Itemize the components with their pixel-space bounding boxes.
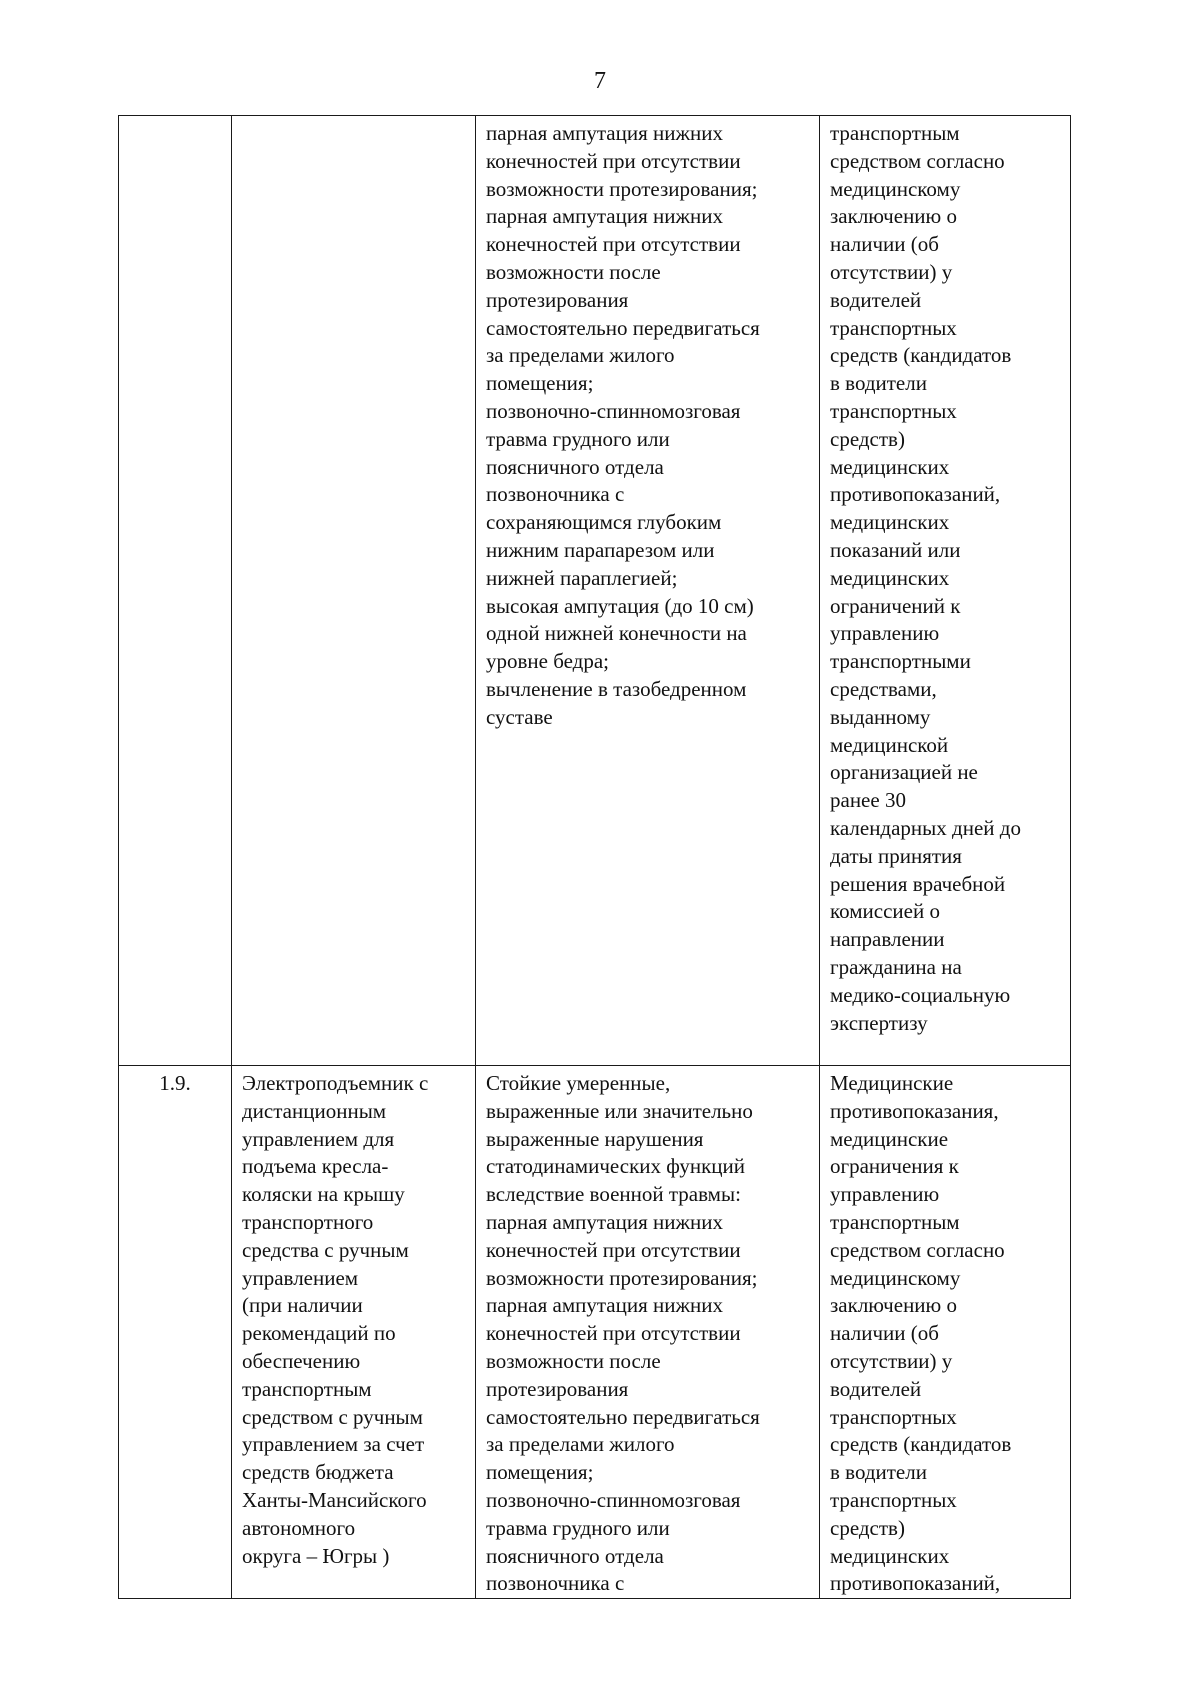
cell-text-line: противопоказаний, [830, 482, 1001, 507]
cell-text-line: противопоказания, [830, 1098, 999, 1123]
cell-text-line: транспортных [830, 1404, 957, 1429]
row-number-cell [119, 116, 232, 1066]
cell-text-line: медицинских [830, 565, 950, 590]
cell-text-line: транспортного [242, 1209, 374, 1234]
cell-text-line: выраженные нарушения [486, 1126, 704, 1151]
cell-text-line: парная ампутация нижних [486, 1293, 723, 1318]
cell-text-line: медицинских [830, 454, 950, 479]
cell-text-line: водителей [830, 287, 922, 312]
cell-text-line: поясничного отдела [486, 454, 664, 479]
cell-text-line: отсутствии) у [830, 259, 953, 284]
cell-text-line: управлением [242, 1265, 359, 1290]
cell-text-line: дистанционным [242, 1098, 387, 1123]
cell-text-line: транспортных [830, 315, 957, 340]
cell-text-line: Стойкие умеренные, [486, 1071, 671, 1095]
cell-text-line: позвоночника с [486, 482, 625, 507]
cell-text-line: парная ампутация нижних [486, 121, 723, 145]
cell-text-line: средств) [830, 1515, 905, 1540]
cell-text-line: наличии (об [830, 232, 939, 257]
cell-text-line: выраженные или значительно [486, 1098, 753, 1123]
cell-text-line: позвоночно-спинномозговая [486, 398, 741, 423]
cell-text-line: противопоказаний, [830, 1571, 1001, 1596]
cell-text-line: направлении [830, 927, 945, 952]
cell-text-line: коляски на крышу [242, 1182, 405, 1207]
table-row [119, 1066, 1071, 1599]
cell-text-line: самостоятельно передвигаться [486, 315, 760, 340]
cell-text-line: за пределами жилого [486, 343, 675, 368]
cell-text-line: возможности протезирования; [486, 1265, 758, 1290]
cell-text-line: уровне бедра; [486, 649, 610, 674]
cell-text-line: за пределами жилого [486, 1432, 675, 1457]
cell-text-line: наличии (об [830, 1321, 939, 1346]
cell-text-line: автономного [242, 1515, 356, 1540]
cell-text-line: травма грудного или [486, 426, 670, 451]
cell-text-line: высокая ампутация (до 10 см) [486, 593, 754, 618]
cell-text-line: в водители [830, 371, 927, 396]
cell-text-line: средств (кандидатов [830, 1432, 1012, 1457]
cell-text-line: даты принятия [830, 843, 962, 868]
cell-text-line: средством с ручным [242, 1404, 423, 1429]
cell-text-line: конечностей при отсутствии [486, 148, 741, 173]
cell-text-line: нижней параплегией; [486, 565, 678, 590]
cell-text-line: управлению [830, 1182, 940, 1207]
row-number-cell: 1.9. [119, 1066, 232, 1599]
cell-text-line: рекомендаций по [242, 1321, 396, 1346]
cell-text-line: протезирования [486, 1376, 629, 1401]
cell-text-line: ограничения к [830, 1154, 959, 1179]
cell-text-line: Электроподъемник с [242, 1071, 429, 1095]
contraindications-cell [820, 1066, 1071, 1599]
cell-text-line: заключению о [830, 1293, 957, 1318]
cell-text-line: возможности после [486, 259, 661, 284]
cell-text-line: транспортным [830, 1209, 960, 1234]
cell-text-line: водителей [830, 1376, 922, 1401]
cell-text-line: подъема кресла- [242, 1154, 389, 1179]
cell-text-line: вычленение в тазобедренном [486, 676, 747, 701]
cell-text-line: самостоятельно передвигаться [486, 1404, 760, 1429]
cell-text-line: средством согласно [830, 148, 1005, 173]
cell-text-line: управлению [830, 621, 940, 646]
cell-text-line: показаний или [830, 537, 961, 562]
indications-cell [476, 116, 820, 1066]
cell-text-line: транспортных [830, 398, 957, 423]
cell-text-line: комиссией о [830, 899, 940, 924]
item-cell [232, 1066, 476, 1599]
cell-text-line: вследствие военной травмы: [486, 1182, 741, 1207]
cell-text-line: одной нижней конечности на [486, 621, 747, 646]
cell-text-line: транспортным [242, 1376, 372, 1401]
cell-text-line: медицинских [830, 1543, 950, 1568]
cell-text-line: медико-социальную [830, 982, 1011, 1007]
table-row [119, 116, 1071, 1066]
cell-text-line: решения врачебной [830, 871, 1006, 896]
cell-text-line: травма грудного или [486, 1515, 670, 1540]
cell-text-line: экспертизу [830, 1010, 928, 1035]
cell-text-line: календарных дней до [830, 815, 1021, 840]
cell-text-line: нижним парапарезом или [486, 537, 715, 562]
cell-text-line: конечностей при отсутствии [486, 232, 741, 257]
cell-text-line: организацией не [830, 760, 978, 785]
item-cell [232, 116, 476, 1066]
cell-text-line: протезирования [486, 287, 629, 312]
cell-text-line: парная ампутация нижних [486, 1209, 723, 1234]
cell-text-line: средств) [830, 426, 905, 451]
cell-text-line: средства с ручным [242, 1237, 409, 1262]
cell-text-line: медицинскому [830, 1265, 961, 1290]
cell-text-line: статодинамических функций [486, 1154, 745, 1179]
cell-text-line: позвоночно-спинномозговая [486, 1487, 741, 1512]
cell-text-line: средств (кандидатов [830, 343, 1012, 368]
indications-cell [476, 1066, 820, 1599]
cell-text-line: конечностей при отсутствии [486, 1321, 741, 1346]
cell-text-line: (при наличии [242, 1293, 363, 1318]
document-table [118, 115, 1071, 1599]
cell-text-line: помещения; [486, 371, 594, 396]
cell-text-line: заключению о [830, 204, 957, 229]
cell-text-line: возможности после [486, 1348, 661, 1373]
cell-text-line: управлением за счет [242, 1432, 425, 1457]
cell-text-line: округа – Югры ) [242, 1543, 390, 1568]
cell-text-line: ограничений к [830, 593, 961, 618]
cell-text-line: Медицинские [830, 1071, 954, 1095]
cell-text-line: управлением для [242, 1126, 395, 1151]
cell-text-line: выданному [830, 704, 931, 729]
cell-text-line: медицинскому [830, 176, 961, 201]
cell-text-line: позвоночника с [486, 1571, 625, 1596]
cell-text-line: обеспечению [242, 1348, 361, 1373]
cell-text-line: средствами, [830, 676, 937, 701]
cell-text-line: помещения; [486, 1460, 594, 1485]
cell-text-line: отсутствии) у [830, 1348, 953, 1373]
cell-text-line: Ханты-Мансийского [242, 1487, 427, 1512]
cell-text-line: медицинские [830, 1126, 949, 1151]
cell-text-line: конечностей при отсутствии [486, 1237, 741, 1262]
cell-text-line: ранее 30 [830, 788, 906, 813]
cell-text-line: в водители [830, 1460, 927, 1485]
cell-text-line: транспортными [830, 649, 971, 674]
page-number: 7 [594, 68, 606, 94]
cell-text-line: возможности протезирования; [486, 176, 758, 201]
cell-text-line: транспортных [830, 1487, 957, 1512]
cell-text-line: гражданина на [830, 954, 962, 979]
cell-text-line: средств бюджета [242, 1460, 394, 1485]
contraindications-cell [820, 116, 1071, 1066]
cell-text-line: сохраняющимся глубоким [486, 510, 722, 535]
cell-text-line: поясничного отдела [486, 1543, 664, 1568]
cell-text-line: парная ампутация нижних [486, 204, 723, 229]
cell-text-line: суставе [486, 704, 553, 729]
cell-text-line: средством согласно [830, 1237, 1005, 1262]
cell-text-line: медицинской [830, 732, 949, 757]
cell-text-line: медицинских [830, 510, 950, 535]
cell-text-line: транспортным [830, 121, 960, 145]
